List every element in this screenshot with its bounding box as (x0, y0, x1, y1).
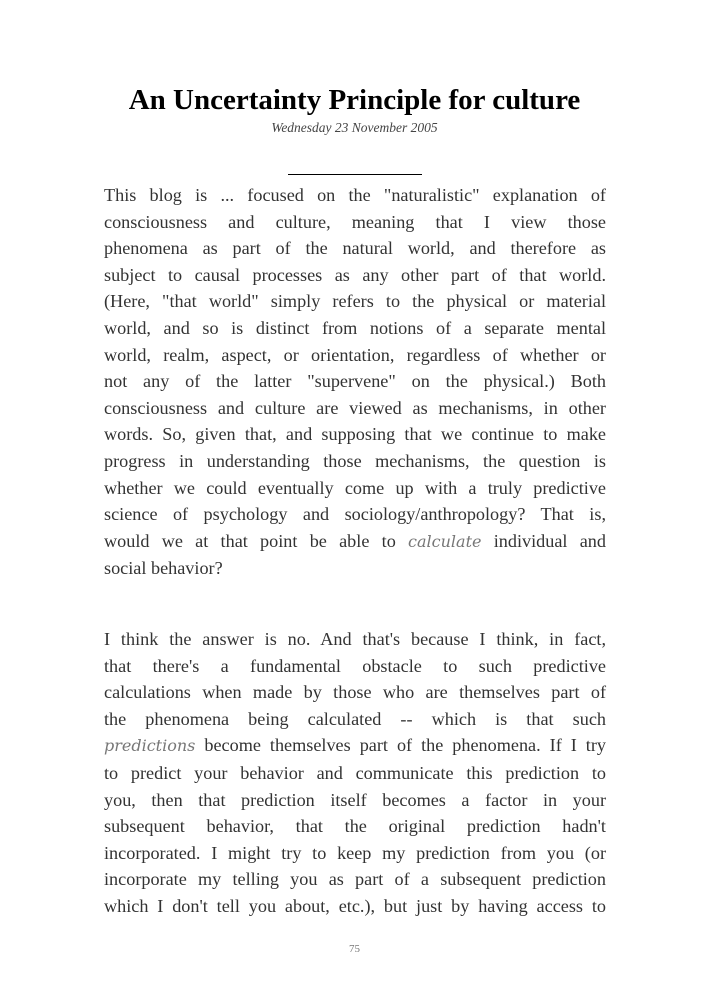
text-line: world, and so is distinct from notions of a separate mental (104, 317, 606, 338)
text-line: that there's a fundamental obstacle to such predictive (104, 655, 606, 676)
paragraph-1 (104, 182, 606, 582)
article-title: An Uncertainty Principle for culture (128, 84, 581, 116)
text-line: This blog is ... focused on the "naturalistic" explanation of (104, 185, 606, 205)
text-line: you, then that prediction itself becomes a factor in your (104, 789, 606, 810)
text-line: science of psychology and sociology/anthropology? That is, (104, 504, 606, 525)
text-line: world, realm, aspect, or orientation, regardless of whether or (104, 344, 606, 365)
text-line: consciousness and culture are viewed as mechanisms, in other (104, 397, 606, 418)
text-segment: would we at that point be able to (104, 530, 409, 551)
text-line (104, 732, 606, 760)
text-line: words. So, given that, and supposing that we continue to make (104, 424, 606, 445)
text-line (104, 528, 606, 556)
text-line: social behavior? (104, 558, 223, 579)
text-line: phenomena as part of the natural world, and therefore as (104, 238, 606, 259)
emphasized-word: predictions (104, 736, 196, 756)
text-line: I think the answer is no. And that's because I think, in fact, (104, 629, 606, 649)
article-date: Wednesday 23 November 2005 (271, 120, 438, 135)
text-line: which I don't tell you about, etc.), but just by having access to (104, 895, 606, 916)
text-line: consciousness and culture, meaning that I view those (104, 211, 606, 232)
text-line: the phenomena being calculated -- which is that such (104, 708, 606, 729)
text-line: to predict your behavior and communicate this prediction to (104, 762, 606, 783)
text-line: (Here, "that world" simply refers to the physical or material (104, 291, 606, 312)
text-line: incorporated. I might try to keep my prediction from you (or (104, 842, 606, 863)
text-line: subsequent behavior, that the original prediction hadn't (104, 816, 606, 837)
text-line: not any of the latter "supervene" on the physical.) Both (104, 371, 606, 392)
text-line: incorporate my telling you as part of a subsequent prediction (104, 869, 606, 890)
text-segment: become themselves part of the phenomena. If I try (195, 735, 606, 756)
title-separator (288, 174, 422, 175)
text-line: subject to causal processes as any other part of that world. (104, 264, 606, 285)
text-segment: individual and (481, 530, 606, 551)
text-line: whether we could eventually come up with a truly predictive (104, 477, 606, 498)
text-line: progress in understanding those mechanisms, the question is (104, 450, 606, 471)
paragraph-2 (104, 626, 606, 920)
text-line: calculations when made by those who are themselves part of (104, 682, 606, 703)
page-number: 75 (349, 943, 360, 955)
emphasized-word: calculate (408, 531, 482, 551)
